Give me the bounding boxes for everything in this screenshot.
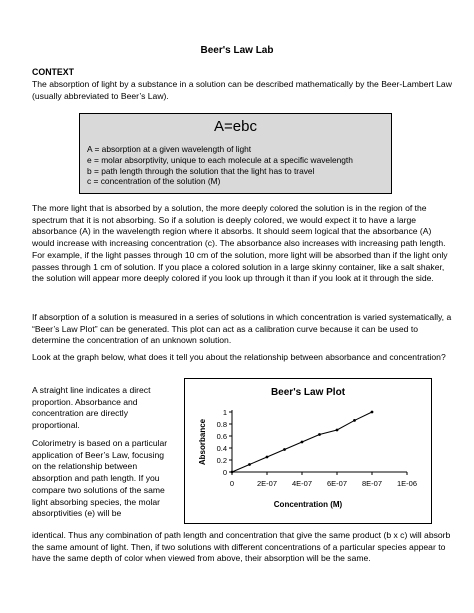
- x-tick-label: 6E-07: [326, 479, 348, 488]
- paragraph-absorbance: The more light that is absorbed by a solution, the more deeply colored the solution is in the region of the spectrum that it is not absorbing. So if a solution is deeply colored, we would expect it to have a large absorbance (A) in the wavelength region where it absorbs. It should seem logical that the absorbance (A) would increase with increasing concentration (c). The absorbance also increases with increasing path length. For example, if the light passes through 10 cm of the solution, more light will be absorbed than if the light only passes through 1 cm of solution. If you place a colored solution in a large skinny container, like a salt shaker, the solution will appear more deeply colored if you look up through it than if you look at it through the side.: [32, 203, 448, 284]
- chart-title: Beer's Law Plot: [270, 387, 346, 398]
- beers-law-chart: [184, 378, 432, 524]
- data-point: [283, 448, 286, 451]
- definition-b: b = path length through the solution that the light has to travel: [87, 165, 315, 176]
- data-point: [371, 411, 374, 414]
- data-point: [353, 419, 356, 422]
- data-point: [318, 433, 321, 436]
- definition-c: c = concentration of the solution (M): [87, 176, 221, 187]
- x-tick-label: 2E-07: [256, 479, 278, 488]
- data-point: [231, 471, 234, 474]
- data-point: [266, 456, 269, 459]
- y-tick-label: 0: [222, 468, 227, 477]
- x-tick-label: 0: [229, 479, 235, 488]
- paragraph-identical: identical. Thus any combination of path length and concentration that give the same product (b x c) will absorb the same amount of light. Then, if two solutions with different concentrations of a particular species appear to have the same depth of color when viewed from above, their absorption will be the same.: [32, 530, 451, 564]
- y-tick-label: 1: [222, 408, 227, 417]
- x-tick-label: 4E-07: [291, 479, 313, 488]
- x-axis-label: Concentration (M): [273, 500, 343, 509]
- paragraph-question: Look at the graph below, what does it tell you about the relationship between absorbance and concentration?: [32, 352, 446, 362]
- page-title: Beer's Law Lab: [200, 45, 274, 56]
- data-point: [248, 463, 251, 466]
- x-tick-label: 1E-06: [396, 479, 418, 488]
- y-axis-label: Absorbance: [198, 418, 207, 466]
- y-tick-label: 0.6: [216, 432, 227, 441]
- definition-a: A = absorption at a given wavelength of light: [87, 144, 252, 154]
- y-tick-label: 0.4: [216, 444, 227, 453]
- context-heading: CONTEXT: [32, 67, 75, 77]
- y-tick-label: 0.2: [216, 456, 227, 465]
- data-point: [336, 429, 339, 432]
- chart-svg: [185, 379, 431, 523]
- definition-e: e = molar absorptivity, unique to each molecule at a specific wavelength: [87, 154, 353, 165]
- data-point: [301, 441, 304, 444]
- paragraph-straight-line: A straight line indicates a direct proportion. Absorbance and concentration are directly proportional.: [32, 385, 151, 431]
- formula: A=ebc: [214, 118, 257, 135]
- paragraph-colorimetry: Colorimetry is based on a particular application of Beer’s Law, focusing on the relationship between absorption and path length. If you compare two solutions of the same light absorbing species, the molar absorptivities (e) will be: [32, 438, 168, 519]
- formula-box: [79, 113, 392, 194]
- y-tick-label: 0.8: [216, 420, 227, 429]
- x-tick-label: 8E-07: [361, 479, 383, 488]
- context-paragraph: The absorption of light by a substance in a solution can be described mathematically by the Beer-Lambert Law (usually abbreviated to Beer’s Law).: [32, 79, 452, 101]
- paragraph-beers-law-plot: If absorption of a solution is measured in a series of solutions in which concentration is varied systematically, a “Beer’s Law Plot” can be generated. This plot can act as a calibration curve because it can be used to determine the concentration of an unknown solution.: [32, 312, 452, 346]
- definitions-list: [87, 144, 353, 187]
